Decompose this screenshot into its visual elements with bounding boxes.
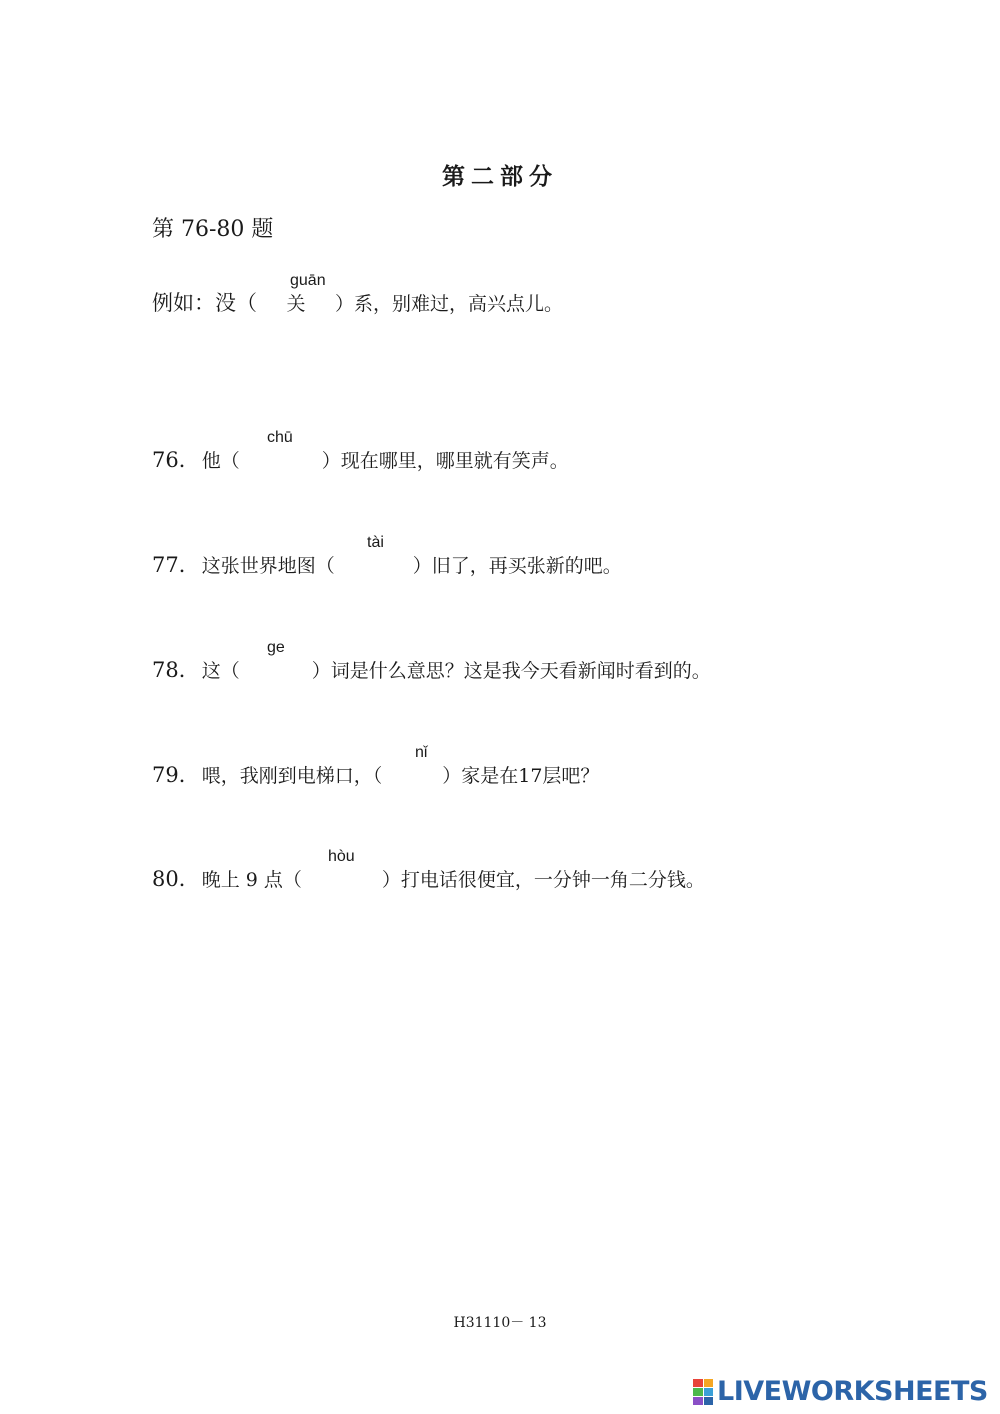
pinyin-76: chū: [267, 429, 293, 446]
example-answer: 关: [286, 293, 306, 315]
question-before: 他（: [201, 450, 240, 472]
question-after: ）打电话很便宜，一分钟一角二分钱。: [381, 869, 705, 891]
question-before: 喂，我刚到电梯口，（: [201, 765, 383, 787]
question-number: 78．: [152, 658, 200, 682]
question-before: 这张世界地图（: [201, 555, 335, 577]
question-number: 77．: [152, 553, 200, 577]
page-footer: H31110－ 13: [453, 1315, 547, 1331]
liveworksheets-logo-icon: [693, 1379, 713, 1405]
pinyin-77: tài: [367, 534, 384, 551]
question-78: [152, 657, 711, 684]
logo-text: LIVEWORKSHEETS: [717, 1376, 988, 1407]
question-after: ）旧了，再买张新的吧。: [412, 555, 622, 577]
question-after: ）词是什么意思？这是我今天看新闻时看到的。: [311, 660, 711, 682]
question-before: 这（: [201, 660, 240, 682]
page-title: 第二部分: [442, 163, 558, 190]
section-heading: 第 76-80 题: [152, 217, 274, 242]
question-number: 80．: [152, 867, 200, 891]
pinyin-78: ge: [267, 639, 285, 656]
example-prefix: 例如：没（: [152, 291, 257, 315]
question-number: 76．: [152, 448, 200, 472]
question-before: 晚上 9 点（: [201, 869, 302, 891]
pinyin-80: hòu: [328, 848, 355, 865]
question-after: ）家是在17层吧？: [442, 765, 600, 787]
question-77: [152, 552, 622, 579]
example-suffix: ）系，别难过，高兴点儿。: [335, 293, 564, 315]
question-79: [152, 762, 599, 789]
example-pinyin: guān: [290, 272, 326, 289]
question-after: ）现在哪里，哪里就有笑声。: [321, 450, 569, 472]
question-76: [152, 447, 569, 474]
question-number: 79．: [152, 763, 200, 787]
question-80: [152, 866, 705, 893]
example-sentence: [152, 290, 563, 317]
liveworksheets-logo: [693, 1376, 988, 1407]
pinyin-79: nǐ: [415, 744, 428, 761]
